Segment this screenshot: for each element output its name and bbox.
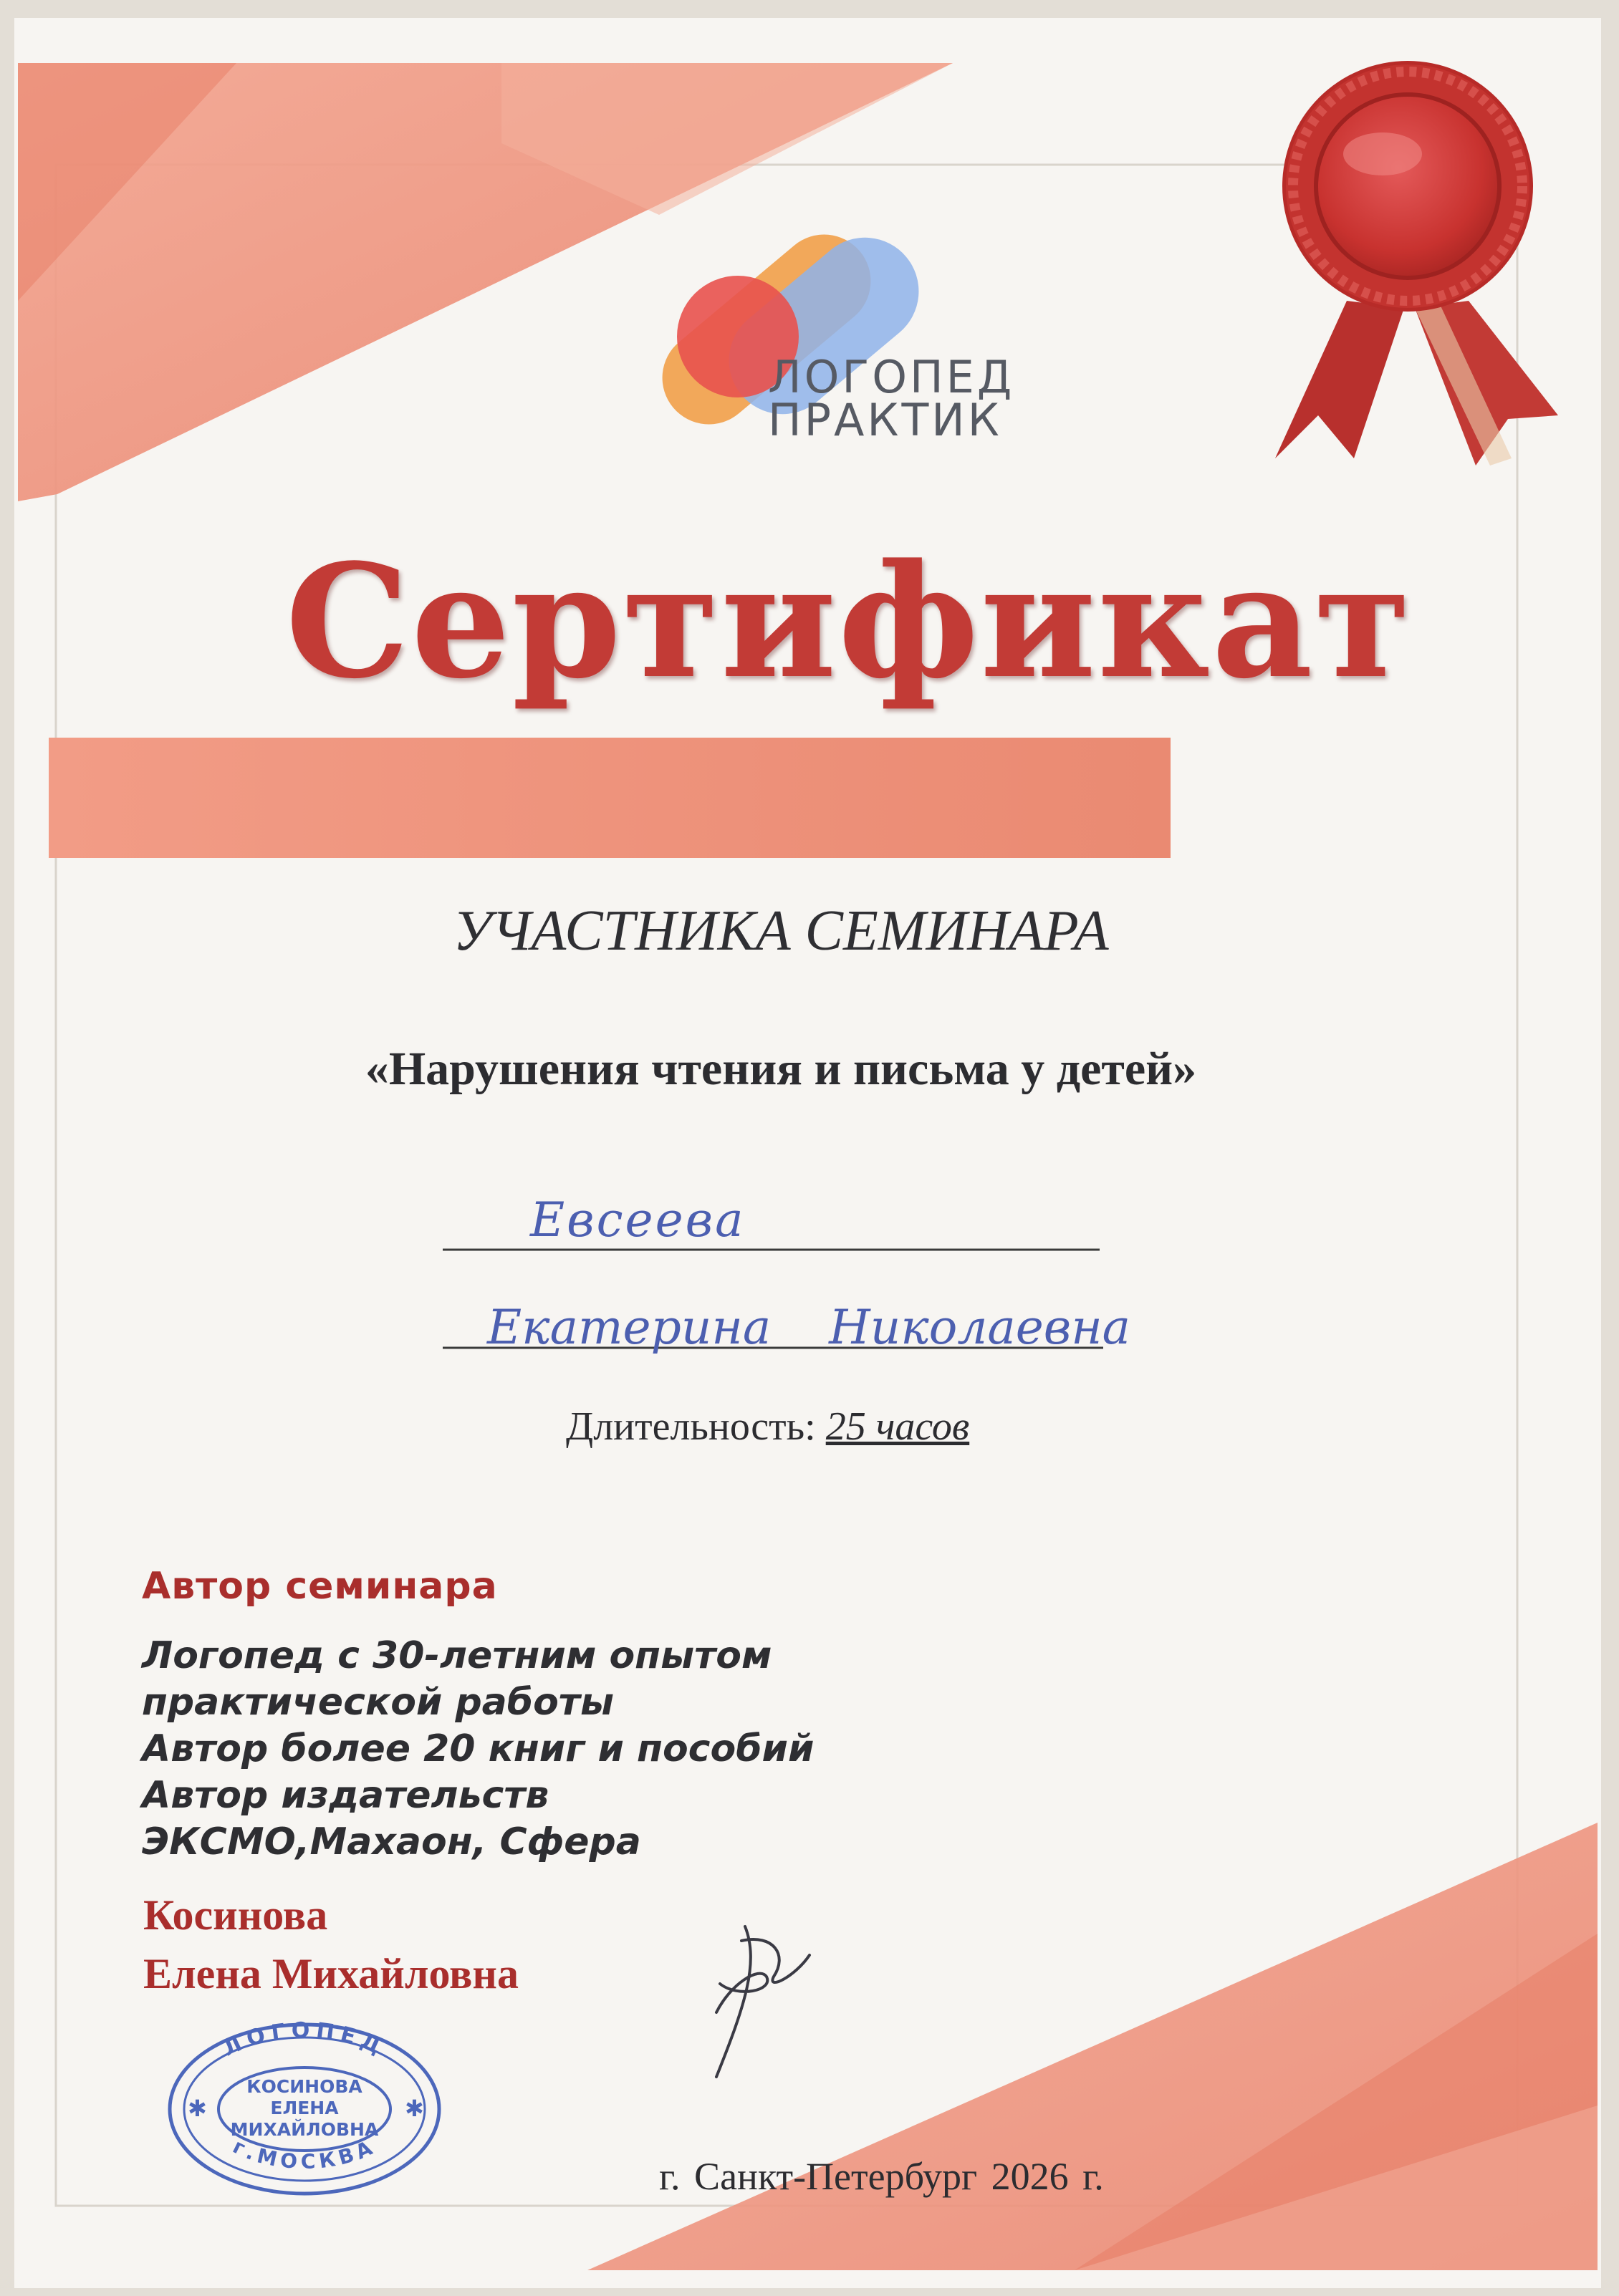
logo-line-2: ПРАКТИК (768, 394, 1002, 446)
seminar-name: «Нарушения чтения и письма у детей» (365, 1043, 1197, 1095)
stamp-bottom-text: г.МОСКВА (229, 2134, 380, 2174)
logo-text (768, 351, 1015, 446)
stamp-center-line: ЕЛЕНА (270, 2098, 339, 2118)
author-info-line: ЭКСМО,Махаон, Сфера (142, 1820, 641, 1863)
author-info-line: практической работы (142, 1681, 614, 1724)
svg-text:✱: ✱ (188, 2095, 207, 2122)
duration-value: 25 часов (825, 1404, 970, 1449)
author-surname: Косинова (143, 1891, 328, 1939)
logo-line-1: ЛОГОПЕД (768, 351, 1015, 403)
participant-given-names: Екатерина Николаевна (487, 1300, 1131, 1355)
participant-surname: Евсеева (530, 1192, 746, 1248)
stamp-top-text: ЛОГОПЕД (218, 2017, 390, 2062)
footer-place-date: г. Санкт-Петербург 2026 г. (659, 2155, 1104, 2198)
stamp-center-line: КОСИНОВА (246, 2076, 362, 2097)
author-section-label: Автор семинара (142, 1565, 498, 1608)
duration-line (566, 1404, 969, 1450)
title-band (49, 738, 1171, 858)
stamp-center-line: МИХАЙЛОВНА (230, 2119, 379, 2140)
author-info-line: Логопед с 30-летним опытом (142, 1634, 772, 1677)
author-info-line: Автор более 20 книг и пособий (142, 1727, 815, 1770)
certificate-title: Сертификат (285, 530, 1413, 713)
author-info-line: Автор издательств (142, 1774, 549, 1817)
certificate-subtitle: УЧАСТНИКА СЕМИНАРА (453, 899, 1109, 963)
svg-text:✱: ✱ (405, 2095, 424, 2122)
author-info (142, 1633, 814, 1866)
author-given-names: Елена Михайловна (143, 1950, 519, 1997)
duration-label: Длительность: (566, 1404, 816, 1449)
